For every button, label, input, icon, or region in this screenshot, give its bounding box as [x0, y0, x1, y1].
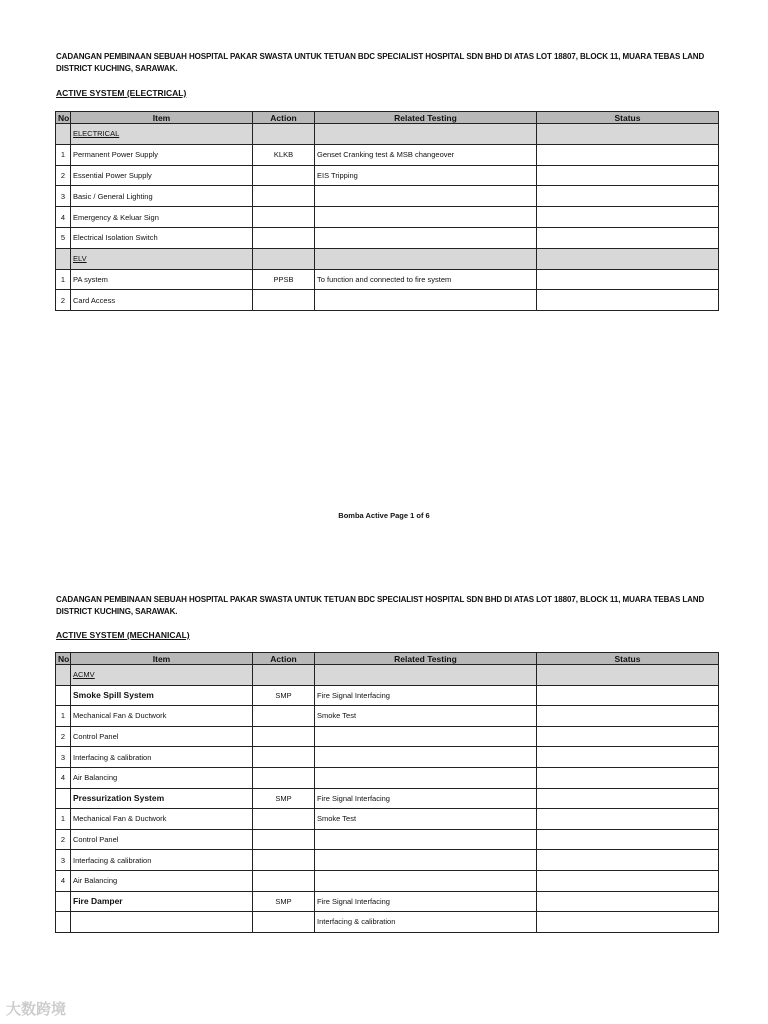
cell-action [253, 290, 315, 311]
cell-testing [315, 207, 537, 228]
cell-no-text: 1 [60, 814, 66, 824]
section-row [56, 665, 719, 686]
cell-testing [315, 850, 537, 871]
cell-item [71, 726, 253, 747]
cell-item-text: Basic / General Lighting [73, 191, 153, 201]
cell-action [253, 870, 315, 891]
table-row [56, 870, 719, 891]
cell-action [253, 706, 315, 727]
section-heading: ACTIVE SYSTEM (MECHANICAL) [56, 630, 190, 640]
cell-testing-text: EIS Tripping [317, 170, 358, 180]
table-row [56, 165, 719, 186]
cell-status [537, 207, 719, 228]
table-row [56, 912, 719, 933]
table-row [56, 144, 719, 165]
cell-no-text: 2 [60, 170, 66, 180]
cell-status [537, 809, 719, 830]
cell-status [537, 665, 719, 686]
cell-testing [315, 829, 537, 850]
cell-no [56, 144, 71, 165]
cell-status [537, 248, 719, 269]
table-row [56, 227, 719, 248]
cell-item [71, 788, 253, 809]
cell-item-text: Air Balancing [73, 773, 118, 783]
cell-action [253, 665, 315, 686]
cell-testing [315, 227, 537, 248]
cell-item [71, 850, 253, 871]
cell-item [71, 290, 253, 311]
cell-action-text: SMP [275, 793, 292, 803]
cell-action [253, 829, 315, 850]
cell-testing-text: Smoke Test [317, 814, 357, 824]
cell-item [71, 248, 253, 269]
cell-action [253, 685, 315, 706]
cell-item-text: Control Panel [73, 835, 119, 845]
cell-no-text: 2 [60, 295, 66, 305]
cell-item [71, 767, 253, 788]
cell-testing [315, 912, 537, 933]
cell-testing [315, 290, 537, 311]
cell-no-text: 3 [60, 855, 66, 865]
checklist-table [55, 652, 719, 933]
cell-item-text: Smoke Spill System [73, 690, 154, 701]
cell-action [253, 186, 315, 207]
table-header-row [56, 112, 719, 124]
cell-no [56, 165, 71, 186]
cell-no-text: 3 [60, 752, 66, 762]
column-header-status: Status [537, 112, 719, 124]
cell-testing [315, 870, 537, 891]
cell-status [537, 165, 719, 186]
checklist-table [55, 111, 719, 311]
cell-no [56, 706, 71, 727]
cell-no [56, 207, 71, 228]
section-row [56, 248, 719, 269]
cell-action-text: SMP [275, 690, 292, 700]
cell-status [537, 726, 719, 747]
column-header-action: Action [253, 112, 315, 124]
cell-action [253, 248, 315, 269]
table-row [56, 186, 719, 207]
cell-action [253, 165, 315, 186]
cell-no [56, 248, 71, 269]
cell-no-text: 4 [60, 876, 66, 886]
column-header-action: Action [253, 653, 315, 665]
cell-item [71, 165, 253, 186]
cell-no [56, 726, 71, 747]
cell-item-text: Emergency & Keluar Sign [73, 212, 159, 222]
column-header-item: Item [71, 653, 253, 665]
cell-item [71, 829, 253, 850]
cell-item-text: ACMV [73, 670, 95, 680]
cell-testing-text: Fire Signal Interfacing [317, 793, 390, 803]
page-footer: Bomba Active Page 1 of 6 [338, 511, 430, 520]
cell-testing [315, 726, 537, 747]
cell-item-text: ELECTRICAL [73, 129, 120, 139]
cell-status [537, 767, 719, 788]
cell-testing [315, 891, 537, 912]
cell-testing [315, 767, 537, 788]
table-row [56, 269, 719, 290]
cell-testing [315, 809, 537, 830]
cell-status [537, 124, 719, 145]
cell-item [71, 809, 253, 830]
cell-item-text: Pressurization System [73, 793, 165, 804]
cell-no-text: 3 [60, 191, 66, 201]
group-row [56, 685, 719, 706]
table-row [56, 290, 719, 311]
cell-no [56, 685, 71, 706]
table-row [56, 726, 719, 747]
cell-item-text: Card Access [73, 295, 116, 305]
cell-no [56, 290, 71, 311]
cell-testing [315, 248, 537, 269]
cell-testing [315, 269, 537, 290]
cell-no [56, 891, 71, 912]
document-title: CADANGAN PEMBINAAN SEBUAH HOSPITAL PAKAR SWASTA UNTUK TETUAN BDC SPECIALIST HOSPITAL SDN BHD DI ATAS LOT 18807, BLOCK 11, MUARA TEBAS LAND DISTRICT KUCHING, SARAWAK. [56, 52, 705, 73]
cell-no-text: 4 [60, 212, 66, 222]
cell-action [253, 726, 315, 747]
watermark-logo: 大数跨境 [6, 1000, 67, 1018]
cell-status [537, 186, 719, 207]
cell-status [537, 850, 719, 871]
table-row [56, 829, 719, 850]
cell-item [71, 186, 253, 207]
cell-testing-text: Fire Signal Interfacing [317, 896, 390, 906]
cell-testing [315, 165, 537, 186]
cell-status [537, 290, 719, 311]
cell-status [537, 870, 719, 891]
cell-testing-text: Smoke Test [317, 711, 357, 721]
cell-item-text: Mechanical Fan & Ductwork [73, 814, 167, 824]
column-header-no: No [56, 112, 71, 124]
cell-item-text: Essential Power Supply [73, 170, 152, 180]
cell-item-text: Air Balancing [73, 876, 118, 886]
cell-action [253, 269, 315, 290]
cell-no [56, 809, 71, 830]
cell-status [537, 788, 719, 809]
cell-testing-text: Fire Signal Interfacing [317, 690, 390, 700]
cell-item-text: Interfacing & calibration [73, 855, 152, 865]
cell-action [253, 227, 315, 248]
cell-item-text: Electrical Isolation Switch [73, 233, 158, 243]
cell-no-text: 2 [60, 835, 66, 845]
section-heading: ACTIVE SYSTEM (ELECTRICAL) [56, 88, 187, 98]
cell-item [71, 144, 253, 165]
cell-action [253, 891, 315, 912]
cell-item [71, 124, 253, 145]
table-row [56, 850, 719, 871]
cell-no-text: 4 [60, 773, 66, 783]
cell-status [537, 829, 719, 850]
cell-item [71, 227, 253, 248]
cell-no-text: 1 [60, 150, 66, 160]
column-header-status: Status [537, 653, 719, 665]
table-row [56, 706, 719, 727]
cell-testing-text: To function and connected to fire system [317, 274, 452, 284]
cell-status [537, 706, 719, 727]
cell-action [253, 788, 315, 809]
cell-action-text: PPSB [273, 274, 294, 284]
cell-action [253, 144, 315, 165]
cell-no [56, 870, 71, 891]
cell-no [56, 829, 71, 850]
table-header-row [56, 653, 719, 665]
cell-item [71, 207, 253, 228]
column-header-no: No [56, 653, 71, 665]
cell-no [56, 227, 71, 248]
cell-testing [315, 124, 537, 145]
cell-no [56, 788, 71, 809]
cell-no [56, 767, 71, 788]
cell-no [56, 747, 71, 768]
cell-action [253, 767, 315, 788]
cell-testing [315, 747, 537, 768]
cell-no [56, 850, 71, 871]
cell-status [537, 227, 719, 248]
cell-no-text: 2 [60, 732, 66, 742]
cell-no [56, 665, 71, 686]
cell-action [253, 747, 315, 768]
group-row [56, 788, 719, 809]
table-row [56, 809, 719, 830]
cell-status [537, 144, 719, 165]
cell-status [537, 747, 719, 768]
cell-action [253, 809, 315, 830]
cell-testing [315, 665, 537, 686]
cell-no [56, 186, 71, 207]
cell-no [56, 124, 71, 145]
cell-item [71, 685, 253, 706]
section-row [56, 124, 719, 145]
document-title: CADANGAN PEMBINAAN SEBUAH HOSPITAL PAKAR SWASTA UNTUK TETUAN BDC SPECIALIST HOSPITAL SDN BHD DI ATAS LOT 18807, BLOCK 11, MUARA TEBAS LAND DISTRICT KUCHING, SARAWAK. [56, 595, 705, 616]
cell-testing-text: Genset Cranking test & MSB changeover [317, 150, 455, 160]
cell-item-text: Fire Damper [73, 896, 123, 907]
cell-item-text: ELV [73, 254, 87, 264]
cell-item [71, 269, 253, 290]
table-row [56, 747, 719, 768]
cell-action [253, 850, 315, 871]
table-row [56, 207, 719, 228]
cell-item-text: Interfacing & calibration [73, 752, 152, 762]
cell-testing [315, 144, 537, 165]
cell-item [71, 870, 253, 891]
column-header-testing: Related Testing [315, 112, 537, 124]
cell-no [56, 912, 71, 933]
group-row [56, 891, 719, 912]
cell-action-text: KLKB [273, 150, 294, 160]
cell-action [253, 912, 315, 933]
cell-status [537, 891, 719, 912]
cell-status [537, 685, 719, 706]
cell-item [71, 665, 253, 686]
cell-testing [315, 685, 537, 706]
cell-status [537, 912, 719, 933]
column-header-item: Item [71, 112, 253, 124]
table-row [56, 767, 719, 788]
cell-status [537, 269, 719, 290]
cell-item-text: Control Panel [73, 732, 119, 742]
cell-testing-text: Interfacing & calibration [317, 917, 396, 927]
cell-item [71, 891, 253, 912]
cell-no-text: 1 [60, 711, 66, 721]
cell-item [71, 706, 253, 727]
cell-no-text: 1 [60, 274, 66, 284]
cell-item [71, 747, 253, 768]
cell-testing [315, 706, 537, 727]
cell-item [71, 912, 253, 933]
cell-action-text: SMP [275, 896, 292, 906]
cell-item-text: Permanent Power Supply [73, 150, 159, 160]
cell-action [253, 124, 315, 145]
column-header-testing: Related Testing [315, 653, 537, 665]
cell-testing [315, 186, 537, 207]
cell-testing [315, 788, 537, 809]
cell-no [56, 269, 71, 290]
cell-item-text: PA system [73, 274, 108, 284]
cell-action [253, 207, 315, 228]
cell-no-text: 5 [60, 233, 66, 243]
cell-item-text: Mechanical Fan & Ductwork [73, 711, 167, 721]
